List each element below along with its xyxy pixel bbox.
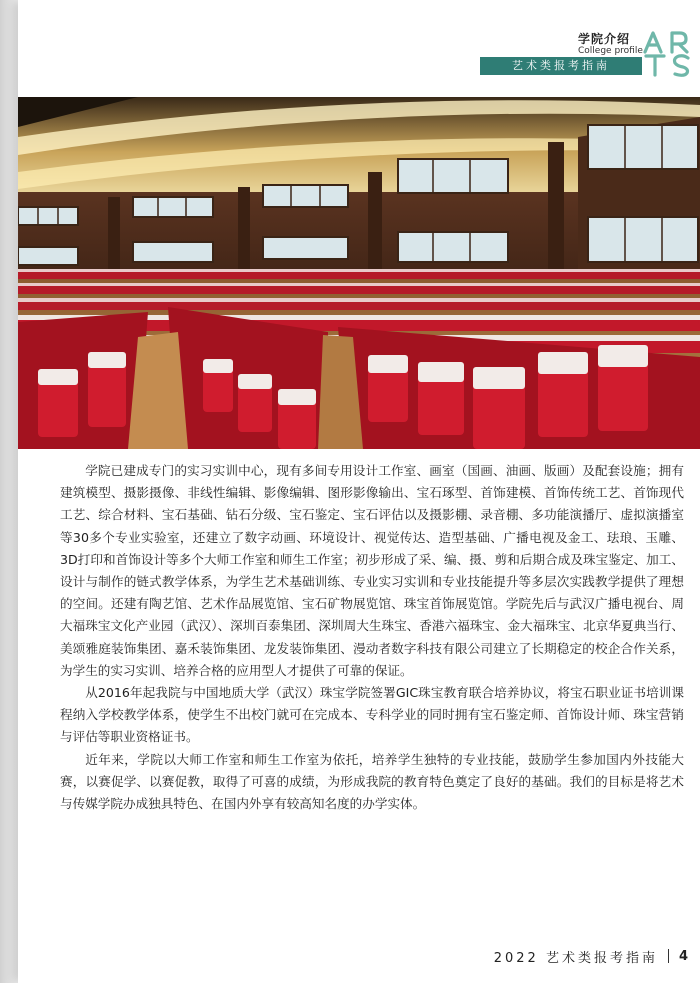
footer-divider — [668, 949, 669, 963]
article-body — [60, 460, 684, 815]
paragraph: 从2016年起我院与中国地质大学（武汉）珠宝学院签署GIC珠宝教育联合培养协议，将宝石职业证书培训课程纳入学校教学体系，使学生不出校门就可在完成本、专科学业的同时拥有宝石鉴定师、首饰设计师、珠宝营销与评估等职业资格证书。 — [60, 685, 684, 745]
page — [18, 0, 700, 983]
book-gutter — [0, 0, 18, 983]
paragraph: 近年来，学院以大师工作室和师生工作室为依托，培养学生独特的专业技能，鼓励学生参加国内外技能大赛，以赛促学、以赛促教，取得了可喜的成绩，为形成我院的教育特色奠定了良好的基础。我们的目标是将艺术与传媒学院办成独具特色、在国内外享有较高知名度的办学实体。 — [60, 751, 684, 812]
paragraph: 学院已建成专门的实习实训中心，现有多间专用设计工作室、画室（国画、油画、版画）及配套设施；拥有建筑模型、摄影摄像、非线性编辑、影像编辑、图形影像输出、宝石琢型、首饰建模、首饰传统工艺、首饰现代工艺、综合材料、宝石基础、钻石分级、宝石鉴定、宝石评估以及摄影棚、录音棚、多功能演播厅、虚拟演播室等30多个专业实验室，还建立了数字动画、环境设计、视觉传达、造型基础、广播电视及金工、珐琅、玉雕、3D打印和首饰设计等多个大师工作室和师生工作室；初步形成了采、编、摄、剪和后期合成及珠宝鉴定、加工、设计与制作的链式教学体系，为学生艺术基础训练、专业实习实训和专业技能提升等多层次实践教学提供了理想的空间。还建有陶艺馆、艺术作品展览馆、宝石矿物展览馆、珠宝首饰展览馆。学院先后与武汉广播电视台、周大福珠宝文化产业园（武汉）、深圳百泰集团、深圳周大生珠宝、香港六福珠宝、金大福珠宝、北京华夏典当行、美颂雅庭装饰集团、嘉禾装饰集团、龙发装饰集团、漫动者数字科技有限公司建立了长期稳定的校企合作关系，为学生的实习实训、培养合格的应用型人才提供了可靠的保证。 — [60, 463, 684, 678]
arts-logo — [642, 30, 698, 78]
page-footer — [438, 944, 688, 968]
header-title-en: College profile — [578, 46, 643, 56]
header-title-cn: 学院介绍 — [578, 32, 631, 46]
auditorium-photo — [18, 97, 700, 449]
footer-guide-text: 2022 艺术类报考指南 — [493, 950, 658, 966]
header-guide-banner: 艺术类报考指南 — [480, 57, 642, 75]
page-number: 4 — [678, 948, 688, 964]
